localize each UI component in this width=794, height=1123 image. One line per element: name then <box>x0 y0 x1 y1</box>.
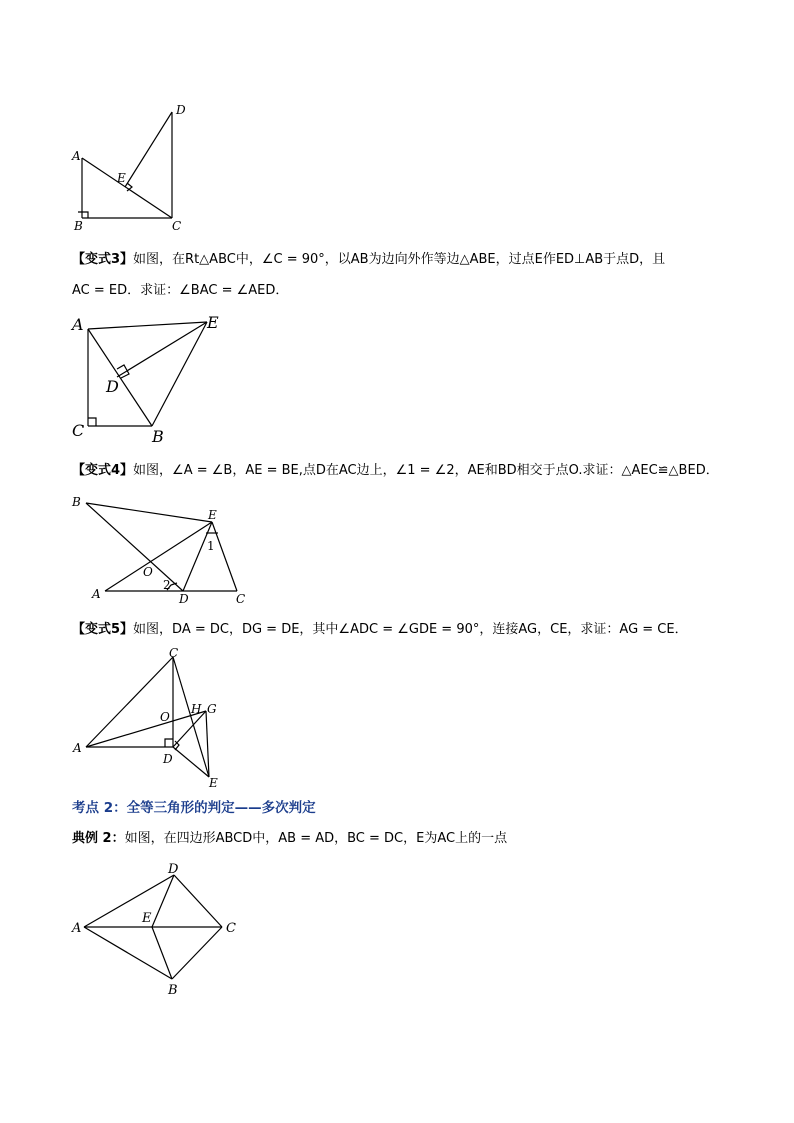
figure-1 <box>0 0 794 240</box>
label-O: O <box>160 710 170 724</box>
label-D: D <box>106 377 119 396</box>
label-B: B <box>168 983 178 998</box>
label-A: A <box>72 921 82 936</box>
variant3-figure <box>0 300 794 450</box>
label-E: E <box>117 171 126 185</box>
variant4-tag: 【变式4】 <box>72 463 134 478</box>
label-O: O <box>143 565 153 579</box>
label-A: A <box>72 315 84 334</box>
section-heading: 考点 2：全等三角形的判定——多次判定 <box>72 800 316 816</box>
label-A: A <box>73 741 82 755</box>
label-C: C <box>72 421 85 440</box>
variant3-text-line2: AC = ED．求证：∠BAC = ∠AED． <box>72 283 289 298</box>
example2-text: 典例 2：如图，在四边形ABCD中，AB = AD，BC = DC，E为AC上的一点 <box>72 831 508 846</box>
label-B: B <box>74 219 83 233</box>
label-C: C <box>236 592 246 606</box>
label-H: H <box>191 702 202 716</box>
variant5-text: 【变式5】如图，DA = DC，DG = DE，其中∠ADC = ∠GDE = 90°，连接AG，CE，求证：AG = CE． <box>72 622 688 637</box>
label-E: E <box>208 508 217 522</box>
label-D: D <box>168 862 179 877</box>
label-B: B <box>152 427 164 446</box>
label-E: E <box>209 776 218 790</box>
example2-tag: 典例 2： <box>72 831 125 846</box>
label-E: E <box>207 313 219 332</box>
label-C: C <box>172 219 182 233</box>
label-E: E <box>142 911 152 926</box>
variant4-figure <box>0 490 794 610</box>
angle-label-1: 1 <box>207 539 215 553</box>
example2-figure <box>0 850 794 1000</box>
variant3-text-line1: 【变式3】如图，在Rt△ABC中，∠C = 90°，以AB为边向外作等边△ABE，过点E作ED⊥AB于点D，且 <box>72 252 666 267</box>
variant5-figure <box>0 640 794 800</box>
label-D: D <box>179 592 189 606</box>
label-C: C <box>226 921 236 936</box>
angle-label-2: 2 <box>163 578 171 592</box>
label-C: C <box>169 646 179 660</box>
label-D: D <box>163 752 173 766</box>
label-A: A <box>92 587 101 601</box>
label-G: G <box>207 702 217 716</box>
label-A: A <box>72 149 81 163</box>
label-B: B <box>72 495 81 509</box>
variant4-text: 【变式4】如图，∠A = ∠B，AE = BE,点D在AC边上，∠1 = ∠2，AE和BD相交于点O.求证：△AEC≌△BED． <box>72 463 719 478</box>
label-D: D <box>176 103 186 117</box>
variant3-tag: 【变式3】 <box>72 252 134 267</box>
variant5-tag: 【变式5】 <box>72 622 134 637</box>
